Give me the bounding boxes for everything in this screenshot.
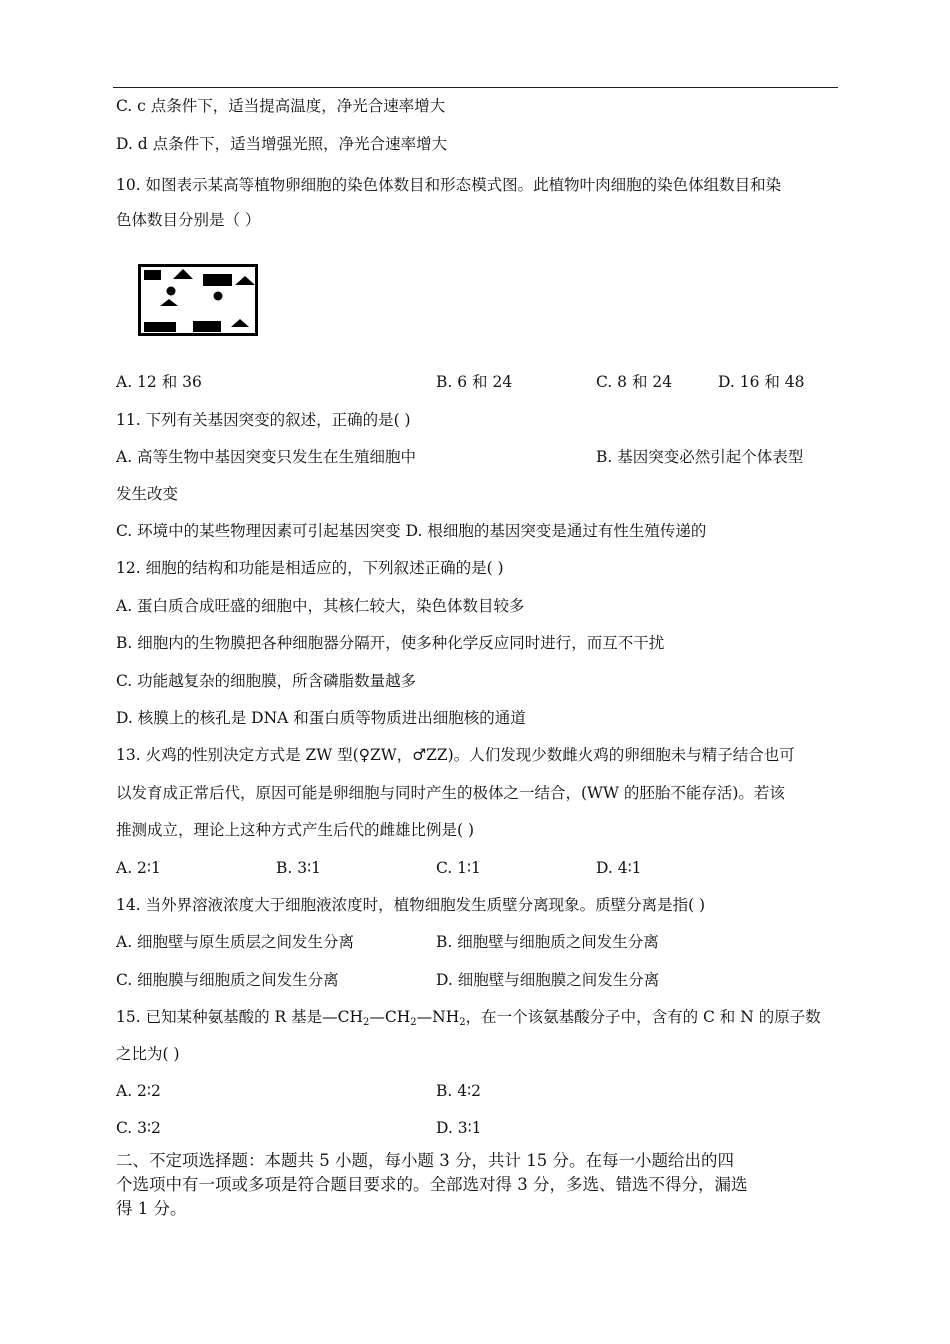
q10-option-d: D. 16 和 48 <box>718 373 805 391</box>
subscript: 2 <box>410 1017 417 1028</box>
chromosome-triangle <box>231 319 249 327</box>
subscript: 2 <box>459 1017 466 1028</box>
q14-option-d: D. 细胞壁与细胞膜之间发生分离 <box>436 971 660 989</box>
q11-option-b-cont: 发生改变 <box>116 485 179 503</box>
q15-option-a: A. 2∶2 <box>116 1082 161 1100</box>
q13-option-b: B. 3∶1 <box>276 859 322 877</box>
option-9c: C. c 点条件下，适当提高温度，净光合速率增大 <box>116 97 446 115</box>
chromosome-rect <box>193 321 221 332</box>
q10-option-c: C. 8 和 24 <box>596 373 673 391</box>
chromosome-dot <box>167 287 176 296</box>
q15-stem-1 <box>116 1007 821 1033</box>
q13-stem-1: 13. 火鸡的性别决定方式是 ZW 型(♀ZW，♂ZZ)。人们发现少数雌火鸡的卵细胞未与精子结合也可 <box>116 746 795 764</box>
chromosome-diagram <box>138 264 258 336</box>
q15-stem-2: 之比为( ) <box>116 1045 180 1063</box>
q13-option-c: C. 1∶1 <box>436 859 481 877</box>
chromosome-rect <box>144 322 176 332</box>
q11-option-a: A. 高等生物中基因突变只发生在生殖细胞中 <box>116 448 417 466</box>
section2-heading-2: 个选项中有一项或多项是符合题目要求的。全部选对得 3 分，多选、错选不得分，漏选 <box>116 1175 748 1194</box>
q12-option-c: C. 功能越复杂的细胞膜，所含磷脂数量越多 <box>116 672 417 690</box>
q10-stem-2: 色体数目分别是（ ） <box>116 211 261 229</box>
q12-option-b: B. 细胞内的生物膜把各种细胞器分隔开，使多种化学反应同时进行，而互不干扰 <box>116 634 665 652</box>
q15-text: —CH <box>369 1008 411 1026</box>
q14-stem: 14. 当外界溶液浓度大于细胞液浓度时，植物细胞发生质壁分离现象。质壁分离是指( ) <box>116 896 706 914</box>
section2-heading-3: 得 1 分。 <box>116 1199 187 1218</box>
subscript: 2 <box>362 1017 370 1028</box>
chromosome-triangle <box>235 276 255 285</box>
q14-option-b: B. 细胞壁与细胞质之间发生分离 <box>436 933 659 951</box>
chromosome-rect <box>203 274 232 286</box>
q11-option-cd: C. 环境中的某些物理因素可引起基因突变 D. 根细胞的基因突变是通过有性生殖传递的 <box>116 522 707 540</box>
q13-option-d: D. 4∶1 <box>596 859 642 877</box>
q11-stem: 11. 下列有关基因突变的叙述，正确的是( ) <box>116 411 411 429</box>
q12-option-d: D. 核膜上的核孔是 DNA 和蛋白质等物质进出细胞核的通道 <box>116 709 526 727</box>
option-9d: D. d 点条件下，适当增强光照，净光合速率增大 <box>116 135 448 153</box>
chromosome-triangle <box>160 299 178 306</box>
q12-option-a: A. 蛋白质合成旺盛的细胞中，其核仁较大，染色体数目较多 <box>116 597 525 615</box>
q15-text: —NH <box>416 1008 460 1026</box>
q12-stem: 12. 细胞的结构和功能是相适应的，下列叙述正确的是( ) <box>116 559 504 577</box>
q13-option-a: A. 2∶1 <box>116 859 161 877</box>
chromosome-dot <box>214 292 223 301</box>
q14-option-a: A. 细胞壁与原生质层之间发生分离 <box>116 933 355 951</box>
chromosome-triangle <box>173 269 193 279</box>
q14-option-c: C. 细胞膜与细胞质之间发生分离 <box>116 971 339 989</box>
q10-stem-1: 10. 如图表示某高等植物卵细胞的染色体数目和形态模式图。此植物叶肉细胞的染色体组数目和染 <box>116 176 782 194</box>
q15-option-c: C. 3∶2 <box>116 1119 161 1137</box>
header-rule <box>113 87 838 88</box>
q15-option-b: B. 4∶2 <box>436 1082 482 1100</box>
q10-option-b: B. 6 和 24 <box>436 373 513 391</box>
q15-text: ，在一个该氨基酸分子中，含有的 C 和 N 的原子数 <box>465 1008 821 1026</box>
q11-option-b: B. 基因突变必然引起个体表型 <box>596 448 804 466</box>
q10-option-a: A. 12 和 36 <box>116 373 202 391</box>
section2-heading-1: 二、不定项选择题：本题共 5 小题，每小题 3 分，共计 15 分。在每一小题给出的四 <box>116 1151 734 1170</box>
q15-text: 15. 已知某种氨基酸的 R 基是—CH <box>116 1008 363 1026</box>
q13-stem-2: 以发育成正常后代，原因可能是卵细胞与同时产生的极体之一结合，(WW 的胚胎不能存活)。若该 <box>116 784 785 802</box>
q15-option-d: D. 3∶1 <box>436 1119 482 1137</box>
chromosome-rect <box>144 270 161 280</box>
q13-stem-3: 推测成立，理论上这种方式产生后代的雌雄比例是( ) <box>116 821 475 839</box>
